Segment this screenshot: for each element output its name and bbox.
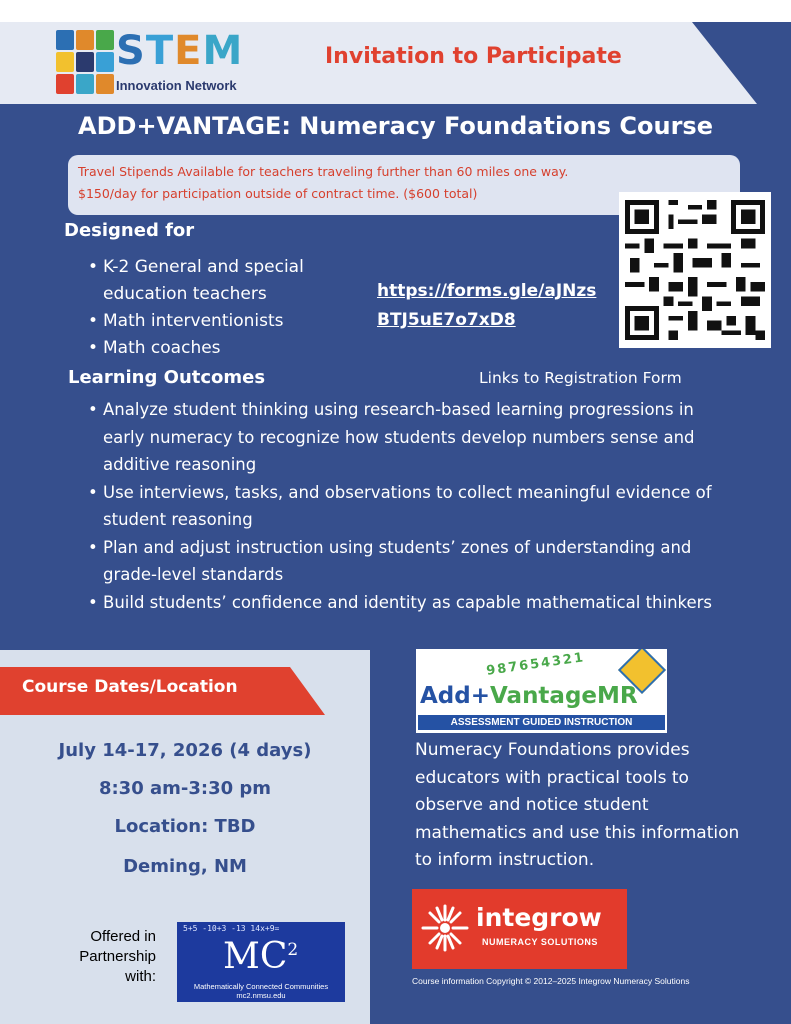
designed-for-item: • K-2 General and special education teachers (88, 254, 378, 308)
integrow-burst-icon (420, 903, 470, 953)
learning-outcomes-heading: Learning Outcomes (68, 367, 266, 388)
addvantage-logo (416, 649, 667, 733)
course-dates: July 14-17, 2026 (4 days) (58, 740, 312, 761)
stipend-line-daily: $150/day for participation outside of contract time. ($600 total) (78, 186, 478, 201)
stem-mosaic-logo (56, 30, 114, 94)
learning-outcome-item: • Use interviews, tasks, and observations to collect meaningful evidence of student reasoning (88, 479, 728, 534)
copyright-notice: Course information Copyright © 2012–2025 Integrow Numeracy Solutions (412, 976, 690, 986)
qr-code-icon (625, 198, 765, 342)
course-dates-heading: Course Dates/Location (22, 677, 238, 697)
learning-outcomes-list (88, 396, 728, 616)
integrow-tagline: NUMERACY SOLUTIONS (482, 937, 598, 947)
course-city: Deming, NM (123, 856, 247, 877)
course-title: ADD+VANTAGE: Numeracy Foundations Course (78, 112, 713, 140)
stem-logo-subtitle: Innovation Network (116, 78, 237, 93)
learning-outcome-item: • Build students’ confidence and identity as capable mathematical thinkers (88, 589, 728, 617)
learning-outcome-item: • Analyze student thinking using research-based learning progressions in early numeracy to recognize how students develop numbers sense and additive reasoning (88, 396, 728, 479)
header-banner (0, 22, 791, 104)
mc2-subtitle: Mathematically Connected Communities mc2.nmsu.edu (193, 982, 329, 1000)
course-location: Location: TBD (114, 816, 256, 837)
stipend-line-travel: Travel Stipends Available for teachers traveling further than 60 miles one way. (78, 164, 569, 179)
stem-logo-word: STEM (116, 28, 244, 74)
partnership-label: Offered in Partnership with: (79, 928, 156, 985)
registration-label: Links to Registration Form (479, 369, 682, 387)
mc2-logo (177, 922, 345, 1002)
numeracy-foundations-description: Numeracy Foundations provides educators with practical tools to observe and notice student mathematics and use this information to inform instruction. (415, 740, 740, 870)
flyer-page (0, 22, 791, 1024)
learning-outcome-item: • Plan and adjust instruction using students’ zones of understanding and grade-level standards (88, 534, 728, 589)
qr-code[interactable] (619, 192, 771, 348)
integrow-logo (412, 889, 627, 969)
designed-for-list (88, 254, 378, 362)
designed-for-heading: Designed for (64, 220, 195, 241)
addvantage-digits: 987654321 (485, 650, 586, 679)
course-dates-banner (0, 667, 325, 715)
designed-for-item: • Math interventionists (88, 308, 378, 335)
course-time: 8:30 am-3:30 pm (98, 778, 272, 799)
addvantage-wordmark: Add+VantageMR (420, 683, 638, 709)
integrow-wordmark: integrow (476, 903, 602, 932)
registration-link[interactable]: https://forms.gle/aJNzsBTJ5uE7o7xD8 (377, 281, 597, 330)
course-details (0, 740, 370, 894)
designed-for-item: • Math coaches (88, 335, 378, 362)
mc2-equations: 5+5 -10+3 -13 14x+9= (183, 924, 280, 933)
mc2-mark: $MC^2$ (223, 936, 299, 977)
invitation-heading: Invitation to Participate (325, 44, 622, 69)
stem-logo (56, 30, 266, 102)
addvantage-tagline: ASSESSMENT GUIDED INSTRUCTION (418, 715, 665, 730)
